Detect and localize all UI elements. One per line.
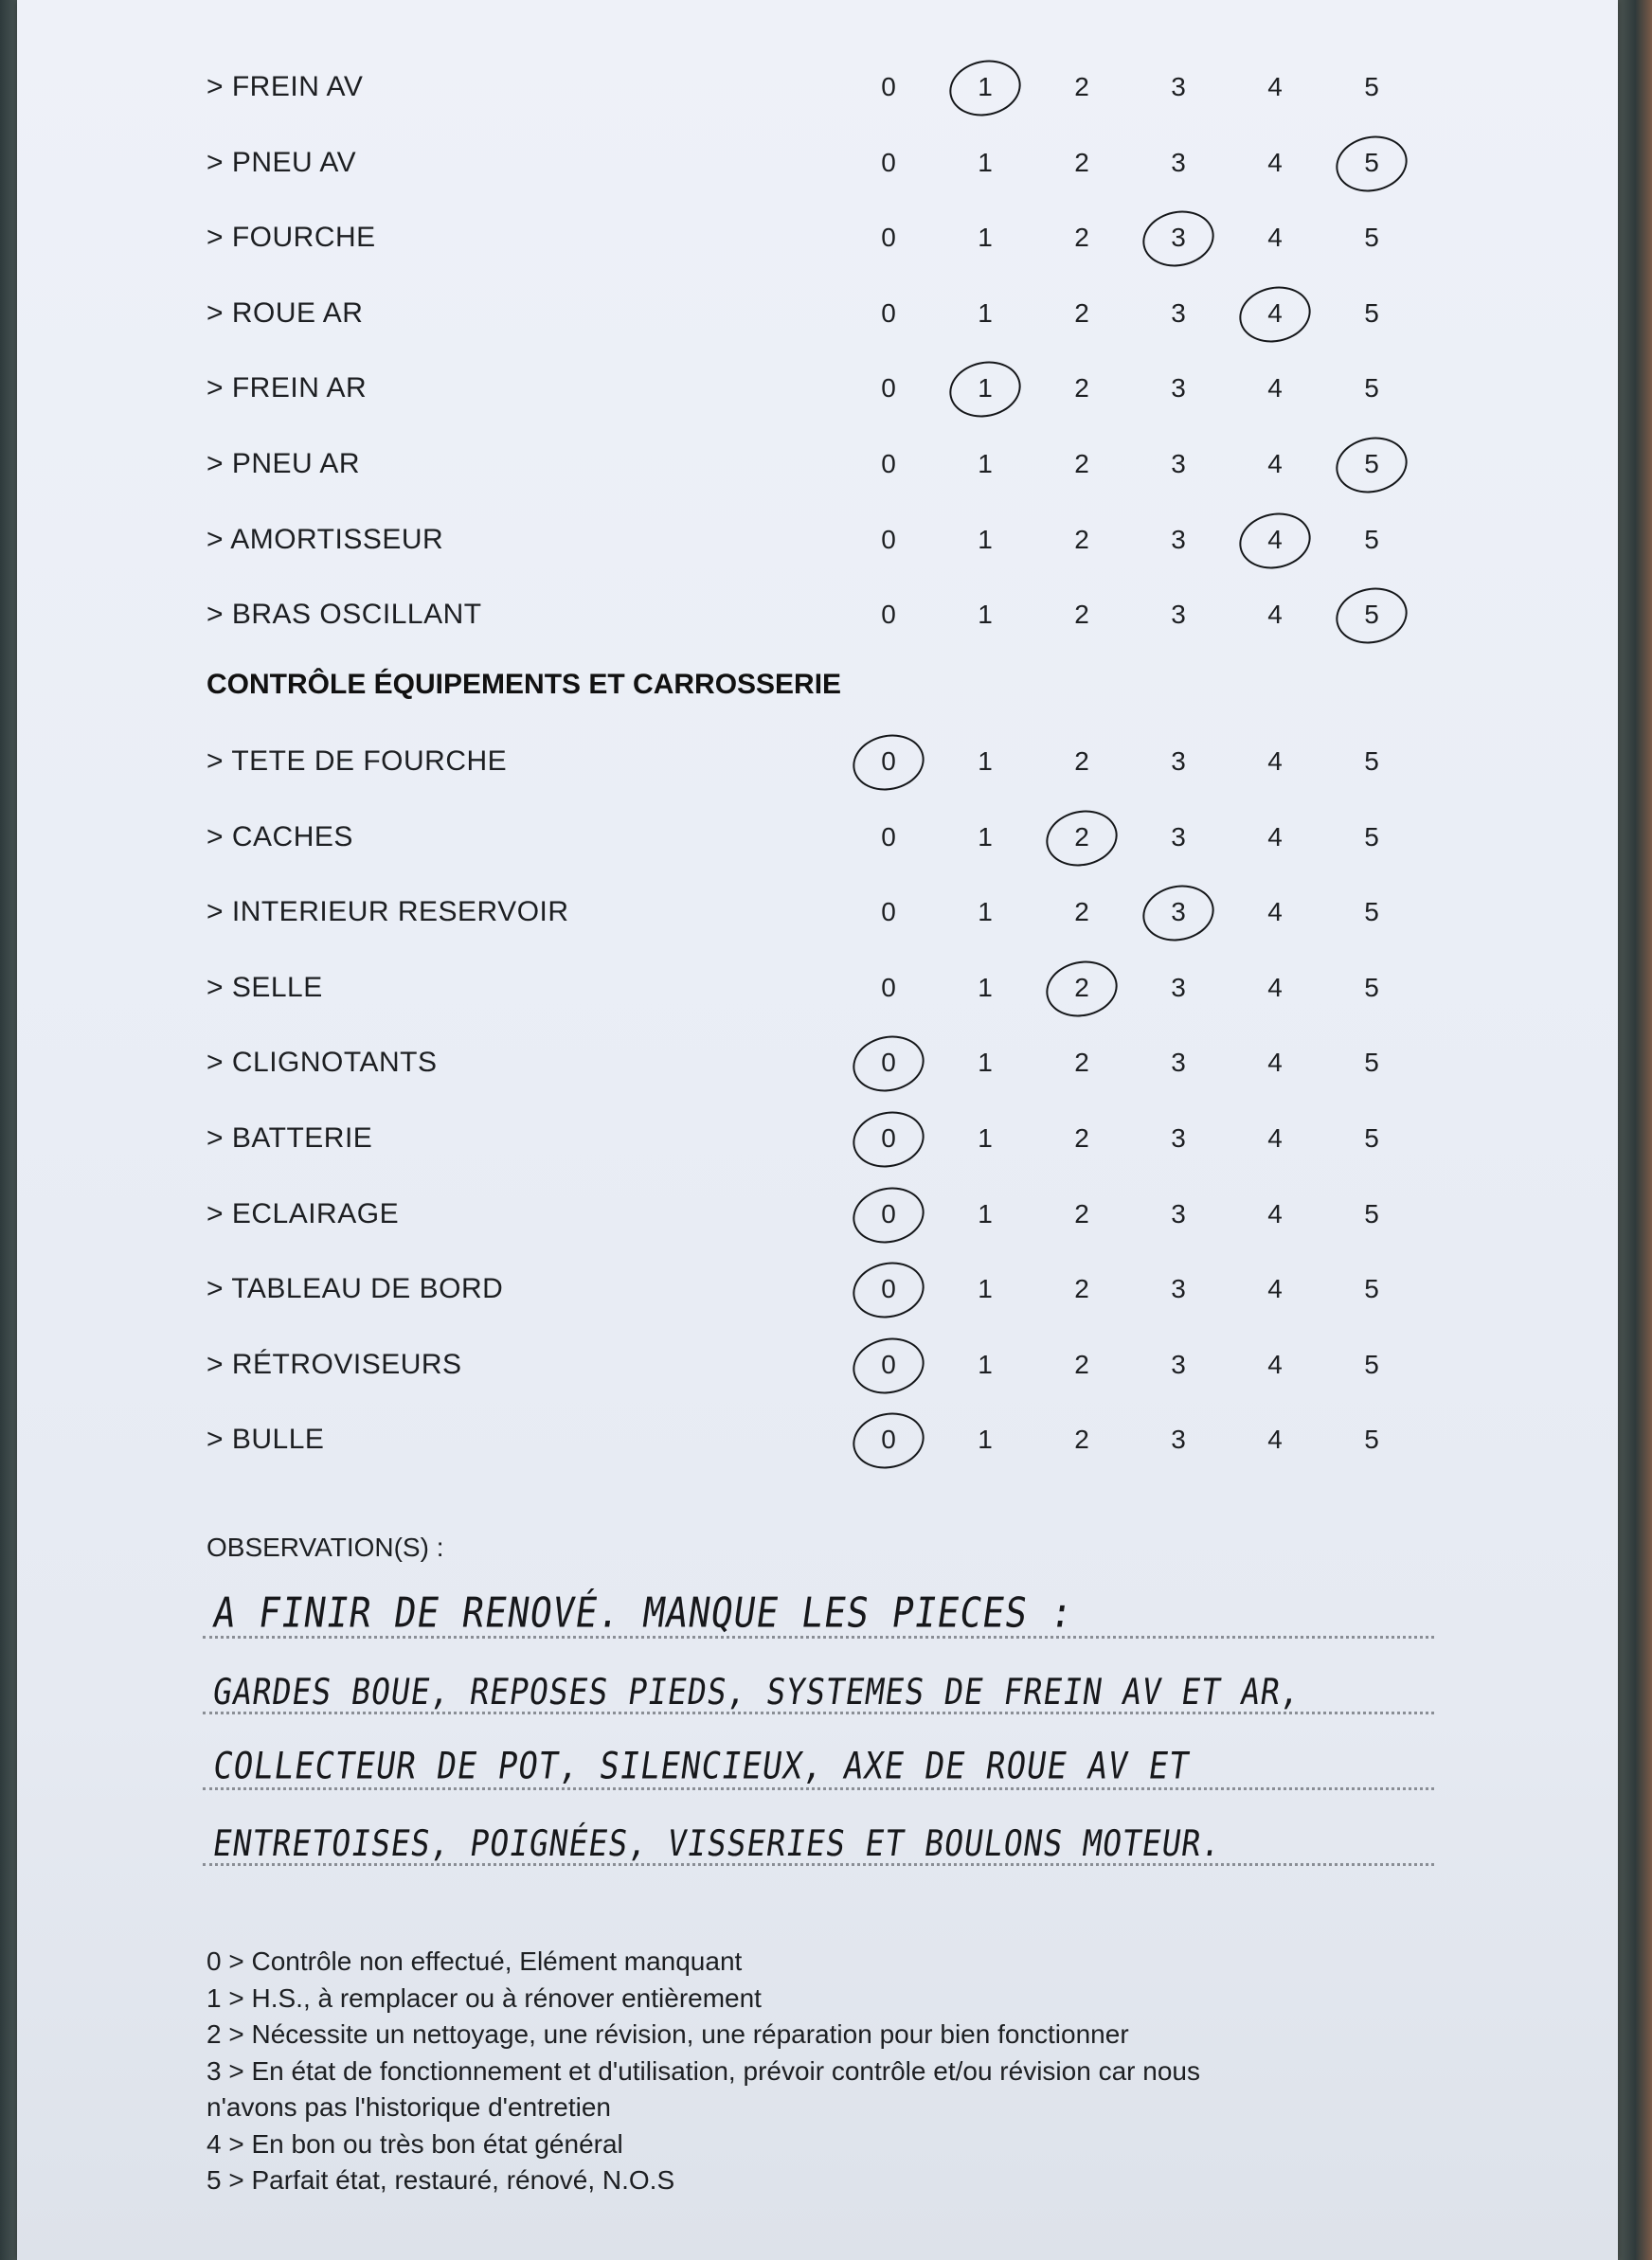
rating-row-label: > SELLE bbox=[206, 971, 323, 1003]
score-option[interactable]: 4 bbox=[1267, 1123, 1283, 1153]
score-option[interactable]: 4 bbox=[1267, 821, 1283, 852]
score-option[interactable]: 2 bbox=[1074, 1048, 1089, 1078]
rating-row bbox=[17, 884, 1618, 941]
score-option[interactable]: 4 bbox=[1267, 373, 1283, 404]
score-option[interactable]: 5 bbox=[1364, 1048, 1379, 1078]
rating-row-label: > TETE DE FOURCHE bbox=[206, 745, 508, 777]
score-option[interactable]: 4 bbox=[1267, 1048, 1283, 1078]
score-option[interactable]: 5 bbox=[1364, 821, 1379, 852]
score-option[interactable]: 1 bbox=[978, 897, 993, 927]
rating-row-label: > FOURCHE bbox=[206, 222, 376, 254]
score-option[interactable]: 2 bbox=[1074, 297, 1089, 328]
score-option[interactable]: 1 bbox=[978, 1274, 993, 1304]
score-option-selected[interactable]: 1 bbox=[966, 59, 1004, 116]
score-option[interactable]: 1 bbox=[978, 746, 993, 776]
handwritten-note: GARDES BOUE, REPOSES PIEDS, SYSTEMES DE FREIN AV ET AR, bbox=[210, 1670, 1304, 1713]
score-option[interactable]: 0 bbox=[881, 147, 896, 177]
score-option-selected[interactable]: 4 bbox=[1256, 511, 1294, 568]
rating-row bbox=[17, 1411, 1618, 1468]
score-option-selected[interactable]: 0 bbox=[870, 1110, 907, 1167]
score-option[interactable]: 3 bbox=[1171, 600, 1186, 630]
score-option[interactable]: 0 bbox=[881, 821, 896, 852]
score-option[interactable]: 5 bbox=[1364, 1425, 1379, 1455]
score-option[interactable]: 3 bbox=[1171, 72, 1186, 101]
rating-row-label: > AMORTISSEUR bbox=[206, 523, 444, 555]
score-option[interactable]: 3 bbox=[1171, 972, 1186, 1002]
score-option[interactable]: 2 bbox=[1074, 1198, 1089, 1229]
score-option[interactable]: 5 bbox=[1364, 1123, 1379, 1153]
score-option-selected[interactable]: 0 bbox=[870, 1336, 907, 1393]
score-option[interactable]: 5 bbox=[1364, 1349, 1379, 1379]
score-option[interactable]: 1 bbox=[978, 1123, 993, 1153]
score-option[interactable]: 5 bbox=[1364, 897, 1379, 927]
legend-line: n'avons pas l'historique d'entretien bbox=[206, 2092, 611, 2122]
score-option[interactable]: 4 bbox=[1267, 449, 1283, 478]
score-option[interactable]: 1 bbox=[978, 821, 993, 852]
score-option[interactable]: 3 bbox=[1171, 1274, 1186, 1304]
score-option[interactable]: 3 bbox=[1171, 449, 1186, 478]
score-option[interactable]: 5 bbox=[1364, 373, 1379, 404]
score-option[interactable]: 2 bbox=[1074, 373, 1089, 404]
handwritten-note: A FINIR DE RENOVÉ. MANQUE LES PIECES : bbox=[210, 1588, 1077, 1637]
legend-line: 1 > H.S., à remplacer ou à rénover entièrement bbox=[206, 1982, 762, 2013]
score-option[interactable]: 1 bbox=[978, 600, 993, 630]
score-option[interactable]: 3 bbox=[1171, 1349, 1186, 1379]
score-option-selected[interactable]: 2 bbox=[1063, 809, 1101, 866]
score-option[interactable]: 3 bbox=[1171, 1425, 1186, 1455]
rating-row bbox=[17, 59, 1618, 116]
score-option[interactable]: 5 bbox=[1364, 72, 1379, 101]
score-option[interactable]: 4 bbox=[1267, 1198, 1283, 1229]
rating-row bbox=[17, 360, 1618, 417]
score-option[interactable]: 3 bbox=[1171, 147, 1186, 177]
score-option[interactable]: 3 bbox=[1171, 373, 1186, 404]
rating-row bbox=[17, 1110, 1618, 1167]
score-option[interactable]: 1 bbox=[978, 449, 993, 478]
score-option[interactable]: 1 bbox=[978, 147, 993, 177]
score-option[interactable]: 4 bbox=[1267, 746, 1283, 776]
score-option-selected[interactable]: 1 bbox=[966, 360, 1004, 417]
score-option[interactable]: 2 bbox=[1074, 746, 1089, 776]
score-option[interactable]: 2 bbox=[1074, 1349, 1089, 1379]
score-option[interactable]: 2 bbox=[1074, 72, 1089, 101]
score-option[interactable]: 0 bbox=[881, 223, 896, 253]
score-option-selected[interactable]: 5 bbox=[1353, 586, 1391, 643]
rating-row bbox=[17, 1186, 1618, 1243]
score-option[interactable]: 2 bbox=[1074, 223, 1089, 253]
rating-row-label: > PNEU AV bbox=[206, 146, 357, 178]
rating-row-label: > BULLE bbox=[206, 1424, 325, 1456]
score-option[interactable]: 4 bbox=[1267, 600, 1283, 630]
score-option[interactable]: 5 bbox=[1364, 972, 1379, 1002]
score-option[interactable]: 1 bbox=[978, 223, 993, 253]
score-option[interactable]: 0 bbox=[881, 524, 896, 554]
score-option-selected[interactable]: 3 bbox=[1159, 884, 1197, 941]
score-option-selected[interactable]: 3 bbox=[1159, 209, 1197, 266]
score-option[interactable]: 5 bbox=[1364, 1274, 1379, 1304]
score-option[interactable]: 5 bbox=[1364, 223, 1379, 253]
score-option[interactable]: 5 bbox=[1364, 746, 1379, 776]
rating-row bbox=[17, 960, 1618, 1016]
score-option[interactable]: 4 bbox=[1267, 1425, 1283, 1455]
score-option[interactable]: 5 bbox=[1364, 524, 1379, 554]
legend-line: 3 > En état de fonctionnement et d'utilisation, prévoir contrôle et/ou révision car nous bbox=[206, 2055, 1200, 2086]
rating-row-label: > BRAS OSCILLANT bbox=[206, 599, 482, 631]
score-option[interactable]: 3 bbox=[1171, 524, 1186, 554]
score-option[interactable]: 5 bbox=[1364, 297, 1379, 328]
legend-line: 0 > Contrôle non effectué, Elément manquant bbox=[206, 1946, 743, 1976]
rating-row-label: > ROUE AR bbox=[206, 296, 364, 329]
rating-row bbox=[17, 809, 1618, 866]
rating-row bbox=[17, 733, 1618, 790]
score-option[interactable]: 2 bbox=[1074, 524, 1089, 554]
score-option[interactable]: 4 bbox=[1267, 972, 1283, 1002]
rating-row bbox=[17, 436, 1618, 493]
observations-label: OBSERVATION(S) : bbox=[206, 1533, 444, 1562]
observation-line bbox=[203, 1648, 1434, 1724]
score-option-selected[interactable]: 5 bbox=[1353, 135, 1391, 191]
score-option[interactable]: 0 bbox=[881, 72, 896, 101]
legend-line: 2 > Nécessite un nettoyage, une révision, une réparation pour bien fonctionner bbox=[206, 2019, 1129, 2049]
score-option-selected[interactable]: 5 bbox=[1353, 436, 1391, 493]
score-option-selected[interactable]: 0 bbox=[870, 1261, 907, 1318]
score-option-selected[interactable]: 4 bbox=[1256, 285, 1294, 342]
rating-row-label: > BATTERIE bbox=[206, 1122, 373, 1154]
section-title-equipment: CONTRÔLE ÉQUIPEMENTS ET CARROSSERIE bbox=[206, 669, 842, 700]
rating-row-label: > RÉTROVISEURS bbox=[206, 1348, 462, 1380]
score-option[interactable]: 2 bbox=[1074, 1123, 1089, 1153]
rating-row-label: > CACHES bbox=[206, 820, 353, 852]
rating-row-label: > FREIN AV bbox=[206, 71, 364, 102]
score-option-selected[interactable]: 0 bbox=[870, 1186, 907, 1243]
score-option-selected[interactable]: 0 bbox=[870, 1034, 907, 1091]
score-option[interactable]: 1 bbox=[978, 972, 993, 1002]
rating-row-label: > FREIN AR bbox=[206, 372, 368, 404]
rating-row-label: > INTERIEUR RESERVOIR bbox=[206, 896, 569, 928]
inspection-sheet bbox=[17, 0, 1618, 2260]
score-option[interactable]: 4 bbox=[1267, 1349, 1283, 1379]
score-option[interactable]: 0 bbox=[881, 373, 896, 404]
score-option[interactable]: 2 bbox=[1074, 1274, 1089, 1304]
score-option[interactable]: 2 bbox=[1074, 600, 1089, 630]
rating-row-label: > PNEU AR bbox=[206, 448, 361, 479]
score-option-selected[interactable]: 0 bbox=[870, 1411, 907, 1468]
score-option[interactable]: 2 bbox=[1074, 897, 1089, 927]
score-option[interactable]: 0 bbox=[881, 972, 896, 1002]
score-option[interactable]: 1 bbox=[978, 1048, 993, 1078]
score-option[interactable]: 3 bbox=[1171, 1198, 1186, 1229]
score-option[interactable]: 1 bbox=[978, 1198, 993, 1229]
score-option-selected[interactable]: 0 bbox=[870, 733, 907, 790]
score-option[interactable]: 5 bbox=[1364, 1198, 1379, 1229]
score-option[interactable]: 1 bbox=[978, 1425, 993, 1455]
score-option[interactable]: 2 bbox=[1074, 1425, 1089, 1455]
rating-row bbox=[17, 511, 1618, 568]
rating-row-label: > CLIGNOTANTS bbox=[206, 1047, 438, 1079]
score-option[interactable]: 2 bbox=[1074, 147, 1089, 177]
score-option[interactable]: 3 bbox=[1171, 1048, 1186, 1078]
score-option[interactable]: 3 bbox=[1171, 746, 1186, 776]
score-option[interactable]: 1 bbox=[978, 524, 993, 554]
score-option[interactable]: 3 bbox=[1171, 1123, 1186, 1153]
score-option[interactable]: 4 bbox=[1267, 1274, 1283, 1304]
score-option[interactable]: 0 bbox=[881, 449, 896, 478]
rating-row bbox=[17, 1034, 1618, 1091]
rating-row-label: > TABLEAU DE BORD bbox=[206, 1273, 504, 1305]
score-option[interactable]: 0 bbox=[881, 600, 896, 630]
observation-line bbox=[203, 1800, 1434, 1875]
rating-row bbox=[17, 135, 1618, 191]
score-option[interactable]: 0 bbox=[881, 897, 896, 927]
score-option[interactable]: 2 bbox=[1074, 449, 1089, 478]
rating-row bbox=[17, 1261, 1618, 1318]
score-option[interactable]: 3 bbox=[1171, 821, 1186, 852]
observation-line bbox=[203, 1724, 1434, 1800]
score-option[interactable]: 0 bbox=[881, 297, 896, 328]
score-option[interactable]: 4 bbox=[1267, 72, 1283, 101]
rating-row-label: > ECLAIRAGE bbox=[206, 1197, 400, 1229]
legend-line: 5 > Parfait état, restauré, rénové, N.O.S bbox=[206, 2165, 675, 2195]
rating-row bbox=[17, 586, 1618, 643]
handwritten-note: ENTRETOISES, POIGNÉES, VISSERIES ET BOULONS MOTEUR. bbox=[210, 1821, 1225, 1864]
score-option[interactable]: 1 bbox=[978, 1349, 993, 1379]
legend-line: 4 > En bon ou très bon état général bbox=[206, 2128, 623, 2159]
score-option[interactable]: 3 bbox=[1171, 297, 1186, 328]
observation-line bbox=[203, 1572, 1434, 1648]
score-option[interactable]: 4 bbox=[1267, 147, 1283, 177]
handwritten-note: COLLECTEUR DE POT, SILENCIEUX, AXE DE ROUE AV ET bbox=[210, 1745, 1194, 1788]
score-option[interactable]: 1 bbox=[978, 297, 993, 328]
score-option-selected[interactable]: 2 bbox=[1063, 960, 1101, 1016]
score-option[interactable]: 4 bbox=[1267, 897, 1283, 927]
score-option[interactable]: 4 bbox=[1267, 223, 1283, 253]
rating-row bbox=[17, 285, 1618, 342]
score-legend bbox=[206, 1944, 1438, 2199]
rating-row bbox=[17, 1336, 1618, 1393]
rating-row bbox=[17, 209, 1618, 266]
